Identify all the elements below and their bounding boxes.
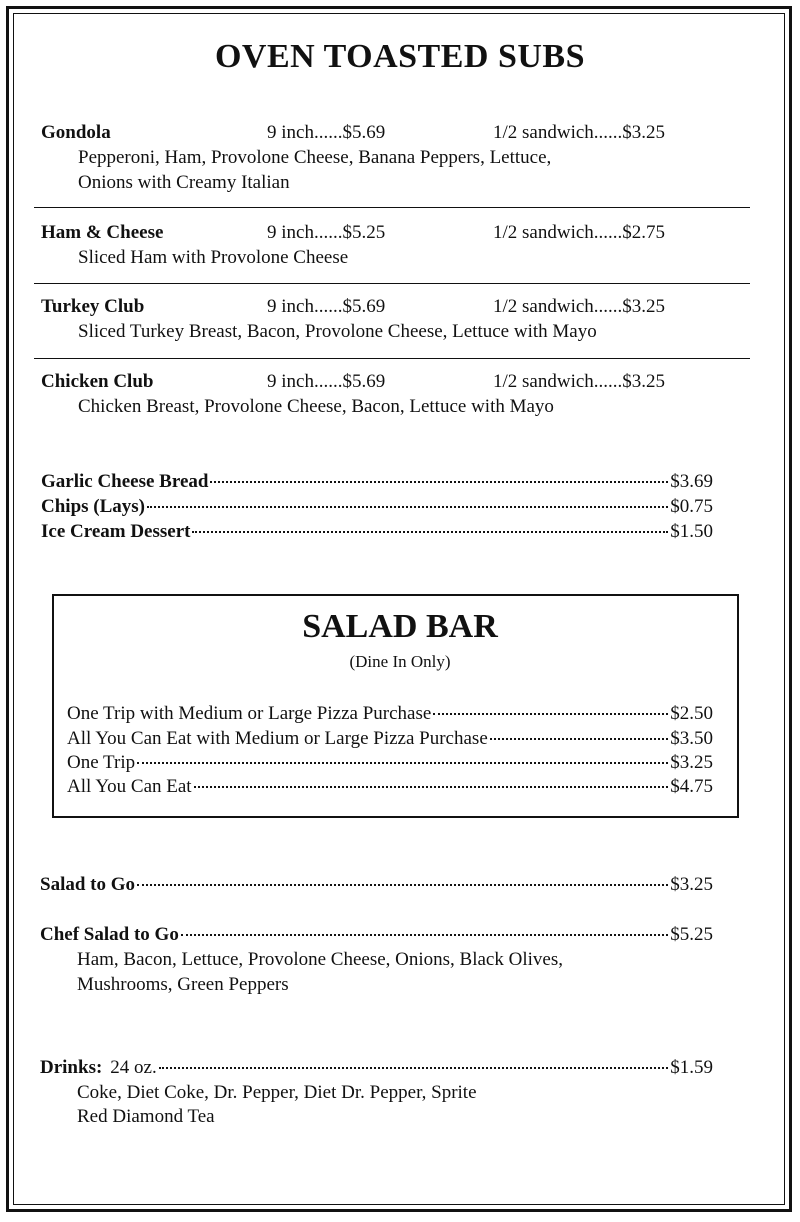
divider [34,207,750,208]
sub-half-sandwich-price: 1/2 sandwich......$3.25 [493,296,666,317]
sub-name: Ham & Cheese [41,222,164,243]
salad-bar-item [67,726,713,751]
sub-description: Sliced Ham with Provolone Cheese [78,247,349,268]
salad-bar-item [67,774,713,799]
item-price: $2.50 [670,703,713,724]
chef-salad-description: Ham, Bacon, Lettuce, Provolone Cheese, Onions, Black Olives, [77,949,563,970]
item-label: One Trip [67,752,136,773]
dot-leader [194,786,669,788]
item-price: $1.59 [670,1057,713,1078]
sub-item-turkey-club [41,294,713,344]
sub-nine-inch-price: 9 inch......$5.69 [267,371,386,392]
drinks-description: Coke, Diet Coke, Dr. Pepper, Diet Dr. Pepper, Sprite [77,1082,477,1103]
item-price: $3.50 [670,728,713,749]
dot-leader [192,531,668,533]
chef-salad-description: Mushrooms, Green Peppers [77,974,289,995]
dot-leader [137,884,668,886]
sub-item-chicken-club [41,369,713,419]
dot-leader [159,1067,669,1069]
item-price: $0.75 [670,496,713,517]
sub-nine-inch-price: 9 inch......$5.69 [267,122,386,143]
sub-description: Chicken Breast, Provolone Cheese, Bacon, Lettuce with Mayo [78,396,554,417]
dot-leader [490,738,669,740]
drinks-size: 24 oz. [110,1057,157,1078]
sub-item-ham-cheese [41,220,713,270]
item-price: $4.75 [670,776,713,797]
subs-title: OVEN TOASTED SUBS [214,38,586,75]
divider [34,283,750,284]
salad-bar-title: SALAD BAR [302,608,498,645]
dot-leader [433,713,668,715]
sub-half-sandwich-price: 1/2 sandwich......$3.25 [493,122,666,143]
extra-item [41,494,713,519]
sub-nine-inch-price: 9 inch......$5.69 [267,296,386,317]
drinks-item [40,1055,713,1080]
sub-description: Sliced Turkey Breast, Bacon, Provolone Cheese, Lettuce with Mayo [78,321,597,342]
salad-bar-item [67,750,713,775]
sub-description: Onions with Creamy Italian [78,172,290,193]
item-price: $5.25 [670,924,713,945]
sub-half-sandwich-price: 1/2 sandwich......$3.25 [493,371,666,392]
item-label: Salad to Go [40,874,136,895]
sub-name: Gondola [41,122,111,143]
item-price: $1.50 [670,521,713,542]
extra-item [41,469,713,494]
salad-to-go-item [40,872,713,897]
item-label: Ice Cream Dessert [41,521,191,542]
item-label: All You Can Eat [67,776,192,797]
divider [34,358,750,359]
item-label: Chips (Lays) [41,496,145,517]
sub-name: Turkey Club [41,296,145,317]
dot-leader [181,934,668,936]
extra-item [41,519,713,544]
salad-bar-item [67,701,713,726]
dot-leader [210,481,668,483]
item-label: Garlic Cheese Bread [41,471,209,492]
item-price: $3.25 [670,752,713,773]
dot-leader [137,762,668,764]
sub-name: Chicken Club [41,371,154,392]
sub-description: Pepperoni, Ham, Provolone Cheese, Banana Peppers, Lettuce, [78,147,552,168]
item-price: $3.69 [670,471,713,492]
item-label: Chef Salad to Go [40,924,179,945]
drinks-description: Red Diamond Tea [77,1106,215,1127]
item-price: $3.25 [670,874,713,895]
dot-leader [147,506,668,508]
sub-item-gondola [41,120,713,195]
item-label: All You Can Eat with Medium or Large Pizza Purchase [67,728,488,749]
item-label: One Trip with Medium or Large Pizza Purchase [67,703,432,724]
salad-bar-note: (Dine In Only) [349,652,451,671]
sub-nine-inch-price: 9 inch......$5.25 [267,222,386,243]
chef-salad-item [40,922,713,947]
sub-half-sandwich-price: 1/2 sandwich......$2.75 [493,222,666,243]
drinks-label: Drinks: [40,1057,103,1078]
